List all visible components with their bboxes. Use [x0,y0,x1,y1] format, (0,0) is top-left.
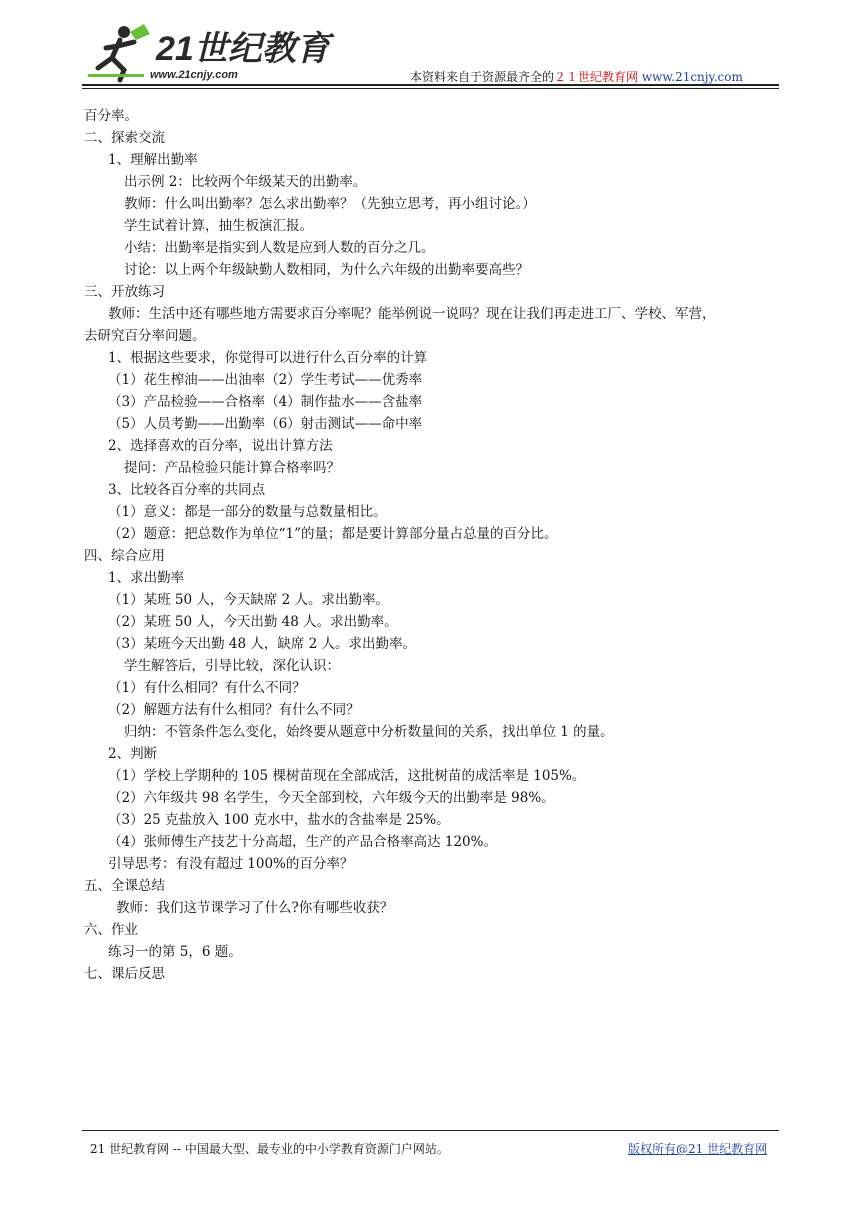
section-heading: 六、作业 [84,922,138,938]
text-line: 归纳：不管条件怎么变化，始终要从题意中分析数量间的关系，找出单位 1 的量。 [124,724,614,740]
logo-url: www.21cnjy.com [150,69,238,81]
subheading: 2、选择喜欢的百分率，说出计算方法 [108,438,333,454]
text-line: 教师：什么叫出勤率？怎么求出勤率？（先独立思考，再小组讨论。） [124,196,536,212]
subheading: 1、求出勤率 [108,570,185,586]
list-item: （1）有什么相同？有什么不同？ [108,680,306,696]
section-heading: 七、课后反思 [84,966,165,982]
subheading: 1、根据这些要求，你觉得可以进行什么百分率的计算 [108,350,428,366]
section-heading: 四、综合应用 [84,548,165,564]
text-line: 练习一的第 5，6 题。 [108,944,242,960]
list-item: （2）六年级共 98 名学生，今天全部到校，六年级今天的出勤率是 98%。 [108,790,555,806]
list-item: （2）解题方法有什么相同？有什么不同？ [108,702,360,718]
header-note-site[interactable]: ２１世纪教育网 [554,70,639,84]
text-line: 小结：出勤率是指实到人数是应到人数的百分之几。 [124,240,435,256]
list-item: （3）25 克盐放入 100 克水中，盐水的含盐率是 25%。 [108,812,450,828]
text-line: 提问：产品检验只能计算合格率吗？ [124,460,340,476]
footer-copyright-link[interactable]: 版权所有@21 世纪教育网 [628,1142,768,1156]
header-note-url[interactable]: www.21cnjy.com [641,70,743,84]
list-item: （5）人员考勤——出勤率（6）射击测试——命中率 [108,416,423,432]
section-heading: 三、开放练习 [84,284,165,300]
section-heading: 五、全课总结 [84,878,165,894]
header-note [410,68,743,85]
site-logo [84,18,330,84]
text-line: 引导思考：有没有超过 100%的百分率？ [108,856,354,872]
list-item: （2）题意：把总数作为单位“1”的量；都是要计算部分量占总量的百分比。 [108,526,558,542]
list-item: （1）学校上学期种的 105 棵树苗现在全部成活，这批树苗的成活率是 105%。 [108,768,586,784]
list-item: （1）花生榨油——出油率（2）学生考试——优秀率 [108,372,423,388]
subheading: 1、理解出勤率 [108,152,198,168]
text-line: 讨论：以上两个年级缺勤人数相同，为什么六年级的出勤率要高些？ [124,262,529,278]
footer-text: 21 世纪教育网 -- 中国最大型、最专业的中小学教育资源门户网站。 [90,1142,449,1156]
text-line: 出示例 2：比较两个年级某天的出勤率。 [124,174,367,190]
text-line: 教师：我们这节课学习了什么?你有哪些收获？ [116,900,394,916]
list-item: （4）张师傅生产技艺十分高超，生产的产品合格率高达 120%。 [108,834,497,850]
text-line: 去研究百分率问题。 [84,328,206,344]
text-line: 教师：生活中还有哪些地方需要求百分率呢？能举例说一说吗？现在让我们再走进工厂、学校、军营， [108,306,716,322]
list-item: （1）某班 50 人，今天缺席 2 人。求出勤率。 [108,592,390,608]
header-rule-thin [82,88,779,89]
header-note-prefix: 本资料来自于资源最齐全的 [410,70,555,84]
text-line: 百分率。 [84,108,138,124]
logo-text: 21世纪教育 [156,30,330,68]
text-line: 学生试着计算，抽生板演汇报。 [124,218,313,234]
subheading: 3、比较各百分率的共同点 [108,482,266,498]
runner-icon [98,24,150,80]
list-item: （3）产品检验——合格率（4）制作盐水——含盐率 [108,394,423,410]
list-item: （1）意义：都是一部分的数量与总数量相比。 [108,504,387,520]
text-line: 学生解答后，引导比较，深化认识： [124,658,340,674]
footer-rule [82,1130,779,1131]
list-item: （2）某班 50 人，今天出勤 48 人。求出勤率。 [108,614,398,630]
subheading: 2、判断 [108,746,158,762]
section-heading: 二、探索交流 [84,130,165,146]
header-rule [82,84,779,86]
list-item: （3）某班今天出勤 48 人，缺席 2 人。求出勤率。 [108,636,417,652]
